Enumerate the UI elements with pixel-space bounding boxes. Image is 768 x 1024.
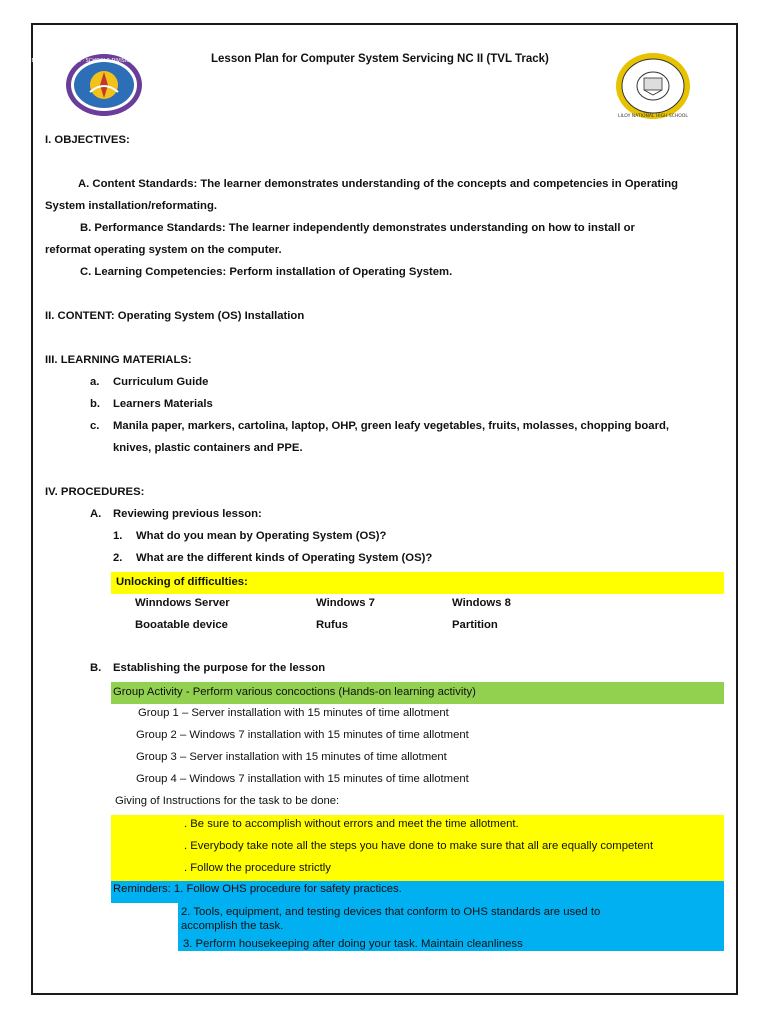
reminder-2-line1: 2. Tools, equipment, and testing devices that conform to OHS standards are used to [181, 906, 601, 918]
group-4: Group 4 – Windows 7 installation with 15 minutes of time allotment [136, 773, 469, 785]
material-mark-a: a. [90, 376, 100, 388]
question-1-mark: 1. [113, 530, 123, 542]
unlocking-label: Unlocking of difficulties: [116, 576, 248, 588]
material-mark-c: c. [90, 420, 100, 432]
group-3: Group 3 – Server installation with 15 minutes of time allotment [136, 751, 447, 763]
learning-competencies: C. Learning Competencies: Perform installation of Operating System. [80, 266, 453, 278]
procedure-b-label: Establishing the purpose for the lesson [113, 662, 326, 674]
school-seal-logo [614, 51, 692, 121]
procedure-a-mark: A. [90, 508, 102, 520]
document-title: Lesson Plan for Computer System Servicing NC II (TVL Track) [211, 53, 549, 65]
term-windows-server: Winndows Server [135, 597, 230, 609]
term-windows-7: Windows 7 [316, 597, 375, 609]
reminder-1: Reminders: 1. Follow OHS procedure for safety practices. [113, 883, 402, 895]
material-item-c-line2: knives, plastic containers and PPE. [113, 442, 303, 454]
deped-seal-text: DEPARTMENT OF EDUCATION · SCHOOLS DIVISION OF ZAMBOANGA SIBUGAY [7, 58, 201, 64]
question-2: What are the different kinds of Operating System (OS)? [136, 552, 433, 564]
term-windows-8: Windows 8 [452, 597, 511, 609]
reminder-3: 3. Perform housekeeping after doing your task. Maintain cleanliness [183, 938, 523, 950]
material-item-a: Curriculum Guide [113, 376, 209, 388]
objectives-heading: I. OBJECTIVES: [45, 134, 130, 146]
question-1: What do you mean by Operating System (OS)? [136, 530, 387, 542]
procedure-a-label: Reviewing previous lesson: [113, 508, 262, 520]
question-2-mark: 2. [113, 552, 123, 564]
materials-heading: III. LEARNING MATERIALS: [45, 354, 192, 366]
group-1: Group 1 – Server installation with 15 minutes of time allotment [138, 707, 449, 719]
reminder-2-line2: accomplish the task. [181, 920, 284, 932]
instructions-label: Giving of Instructions for the task to be done: [115, 795, 340, 807]
performance-standards-line1: B. Performance Standards: The learner independently demonstrates understanding on how to install or [80, 222, 635, 234]
content-standards-line2: System installation/reformating. [45, 200, 218, 212]
performance-standards-line2: reformat operating system on the computer. [45, 244, 282, 256]
procedures-heading: IV. PROCEDURES: [45, 486, 145, 498]
instruction-1: . Be sure to accomplish without errors and meet the time allotment. [184, 818, 519, 830]
term-rufus: Rufus [316, 619, 349, 631]
content-section: II. CONTENT: Operating System (OS) Installation [45, 310, 305, 322]
deped-seal-logo [7, 52, 201, 118]
material-item-c: Manila paper, markers, cartolina, laptop, OHP, green leafy vegetables, fruits, molasses, chopping board, [113, 420, 670, 432]
term-partition: Partition [452, 619, 498, 631]
instruction-3: . Follow the procedure strictly [184, 862, 331, 874]
procedure-b-mark: B. [90, 662, 102, 674]
content-standards-line1: A. Content Standards: The learner demonstrates understanding of the concepts and competencies in Operating [78, 178, 679, 190]
school-seal-text: LILOY NATIONAL HIGH SCHOOL [618, 114, 688, 119]
instruction-2: . Everybody take note all the steps you have done to make sure that all are equally competent [184, 840, 654, 852]
group-2: Group 2 – Windows 7 installation with 15 minutes of time allotment [136, 729, 469, 741]
material-item-b: Learners Materials [113, 398, 213, 410]
material-mark-b: b. [90, 398, 101, 410]
group-activity: Group Activity - Perform various concoctions (Hands-on learning activity) [113, 686, 476, 698]
term-bootable-device: Booatable device [135, 619, 228, 631]
